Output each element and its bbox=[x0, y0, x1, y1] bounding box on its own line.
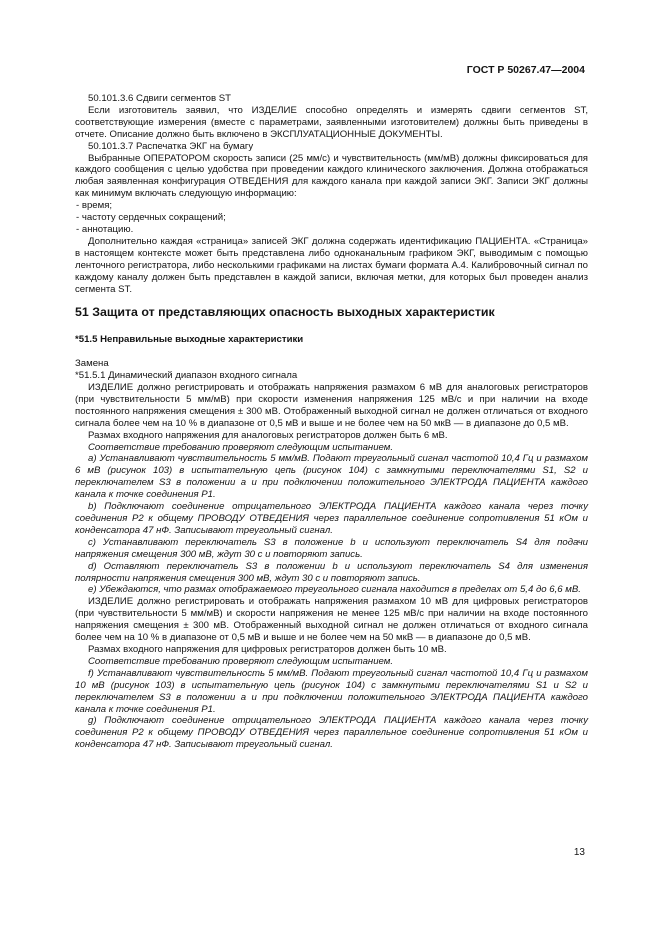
test-step-c: c) Устанавливают переключатель S3 в положение b и используют переключатель S4 для подачи напряжения смещения 300 мВ, ждут 30 с и повторяют запись. bbox=[75, 536, 588, 560]
clause-body-3-6: Если изготовитель заявил, что ИЗДЕЛИЕ способно определять и измерять сдвиги сегментов ST, соответствующие измерения (вместе с параметрами, заявленными изготовителем) должны быть приведены в отчете. Описание должно быть включено в ЭКСПЛУАТАЦИОННЫЕ ДОКУМЕНТЫ. bbox=[75, 104, 588, 140]
paragraph-analog-requirement: ИЗДЕЛИЕ должно регистрировать и отображать напряжения размахом 6 мВ для аналоговых регистраторов (при чувствительности 5 мм/мВ) при скорости изменения напряжения 125 мВ/с и при наличии на входе постоянного напряжения смещения ± 300 мВ. Отображенный выходной сигнал не должен отличаться от входного сигнала более чем на 10 % в диапазоне от 0,5 мВ и выше и не более чем на 50 мкВ — в диапазоне до 0,5 мВ. bbox=[75, 382, 588, 429]
paragraph-test-intro-1: Соответствие требованию проверяют следующим испытанием. bbox=[88, 441, 394, 453]
paragraph-analog-amplitude: Размах входного напряжения для аналоговых регистраторов должен быть 6 мВ. bbox=[88, 429, 448, 441]
clause-body-3-7: Выбранные ОПЕРАТОРОМ скорость записи (25 мм/с) и чувствительность (мм/мВ) должны фиксироваться для каждого сообщения с целью удобства при проведении каждого клинического заключения. Должна отображаться любая заявленная конфигурация ОТВЕДЕНИЯ для каждого канала при каждой записи ЭКГ. Записи ЭКГ должны как минимум включать следующую информацию: bbox=[75, 152, 588, 200]
section-heading-51: 51 Защита от представляющих опасность выходных характеристик bbox=[75, 305, 495, 320]
test-step-e: е) Убеждаются, что размах отображаемого треугольного сигнала находится в пределах от 5,4 до 6,6 мВ. bbox=[88, 584, 581, 596]
subsection-heading-51-5: *51.5 Неправильные выходные характеристики bbox=[75, 334, 304, 346]
test-step-g: g) Подключают соединение отрицательного ЭЛЕКТРОДА ПАЦИЕНТА каждого канала через точку соединения P2 к общему ПРОВОДУ ОТВЕДЕНИЯ через параллельное соединение сопротивления 51 кОм и конденсатора 47 нФ. Записывают треугольный сигнал. bbox=[75, 715, 588, 751]
list-item-time: - время; bbox=[76, 200, 113, 212]
replacement-label: Замена bbox=[75, 358, 109, 370]
clause-title-51-5-1: *51.5.1 Динамический диапазон входного сигнала bbox=[75, 370, 298, 382]
test-step-b: b) Подключают соединение отрицательного ЭЛЕКТРОДА ПАЦИЕНТА каждого канала через точку соединения P2 к общему ПРОВОДУ ОТВЕДЕНИЯ через параллельное соединение сопротивления 51 кОм и конденсатора 47 нФ. Записывают треугольный сигнал. bbox=[75, 501, 588, 536]
page-body bbox=[75, 93, 588, 751]
test-step-a: а) Устанавливают чувствительность 5 мм/мВ. Подают треугольный сигнал частотой 10,4 Гц и размахом 6 мВ (рисунок 103) в испытательную цепь (рисунок 104) с замкнутыми переключателями S1, S2 и переключателем S3 в положении a и при подключении положительного ЭЛЕКТРОДА ПАЦИЕНТА каждого канала к точке соединения P1. bbox=[75, 453, 588, 501]
clause-para-3-7-page: Дополнительно каждая «страница» записей ЭКГ должна содержать идентификацию ПАЦИЕНТА. «Страница» в настоящем контексте может быть представлена либо одноканальным графиком ЭКГ, выводимым с помощью ленточного регистратора, либо несколькими графиками на листах бумаги формата А.4. Калибровочный сигнал по каждому каналу должен быть представлен в каждой записи, включая метки, для которых был проведен анализ сегмента ST. bbox=[75, 235, 588, 295]
paragraph-digital-amplitude: Размах входного напряжения для цифровых регистраторов должен быть 10 мВ. bbox=[88, 643, 447, 655]
clause-title-3-7: 50.101.3.7 Распечатка ЭКГ на бумагу bbox=[88, 140, 254, 152]
clause-title-3-6: 50.101.3.6 Сдвиги сегментов ST bbox=[88, 93, 232, 104]
paragraph-test-intro-2: Соответствие требованию проверяют следующим испытанием. bbox=[88, 655, 394, 667]
paragraph-digital-requirement: ИЗДЕЛИЕ должно регистрировать и отображать напряжения размахом 10 мВ для цифровых регистраторов (при чувствительности 5 мм/мВ) и скорости напряжения не менее 125 мВ/с при наличии на входе постоянного напряжения смещения ± 300 мВ. Отображенный выходной сигнал не должен отличаться от входного сигнала более чем на 10 % в диапазоне от 0,5 мВ и выше и не более чем на 50 мкВ — в диапазоне до 0,5 мВ. bbox=[75, 596, 588, 644]
page-number: 13 bbox=[573, 847, 585, 858]
test-step-f: f) Устанавливают чувствительность 5 мм/мВ. Подают треугольный сигнал частотой 10,4 Гц и размахом 10 мВ (рисунок 103) в испытательную цепь (рисунок 104) с замкнутыми переключателями S1 и S2 и переключателем S3 в положении a и при подключении положительного ЭЛЕКТРОДА ПАЦИЕНТА каждого канала к точке соединения P1. bbox=[75, 667, 588, 715]
list-item-heart-rate: - частоту сердечных сокращений; bbox=[76, 212, 226, 224]
list-item-annotation: - аннотацию. bbox=[76, 223, 134, 235]
document-id-header: ГОСТ Р 50267.47—2004 bbox=[466, 64, 585, 76]
test-step-d: d) Оставляют переключатель S3 в положении b и используют переключатель S4 для изменения полярности напряжения смещения 300 мВ, ждут 30 с и повторяют запись. bbox=[75, 560, 588, 584]
